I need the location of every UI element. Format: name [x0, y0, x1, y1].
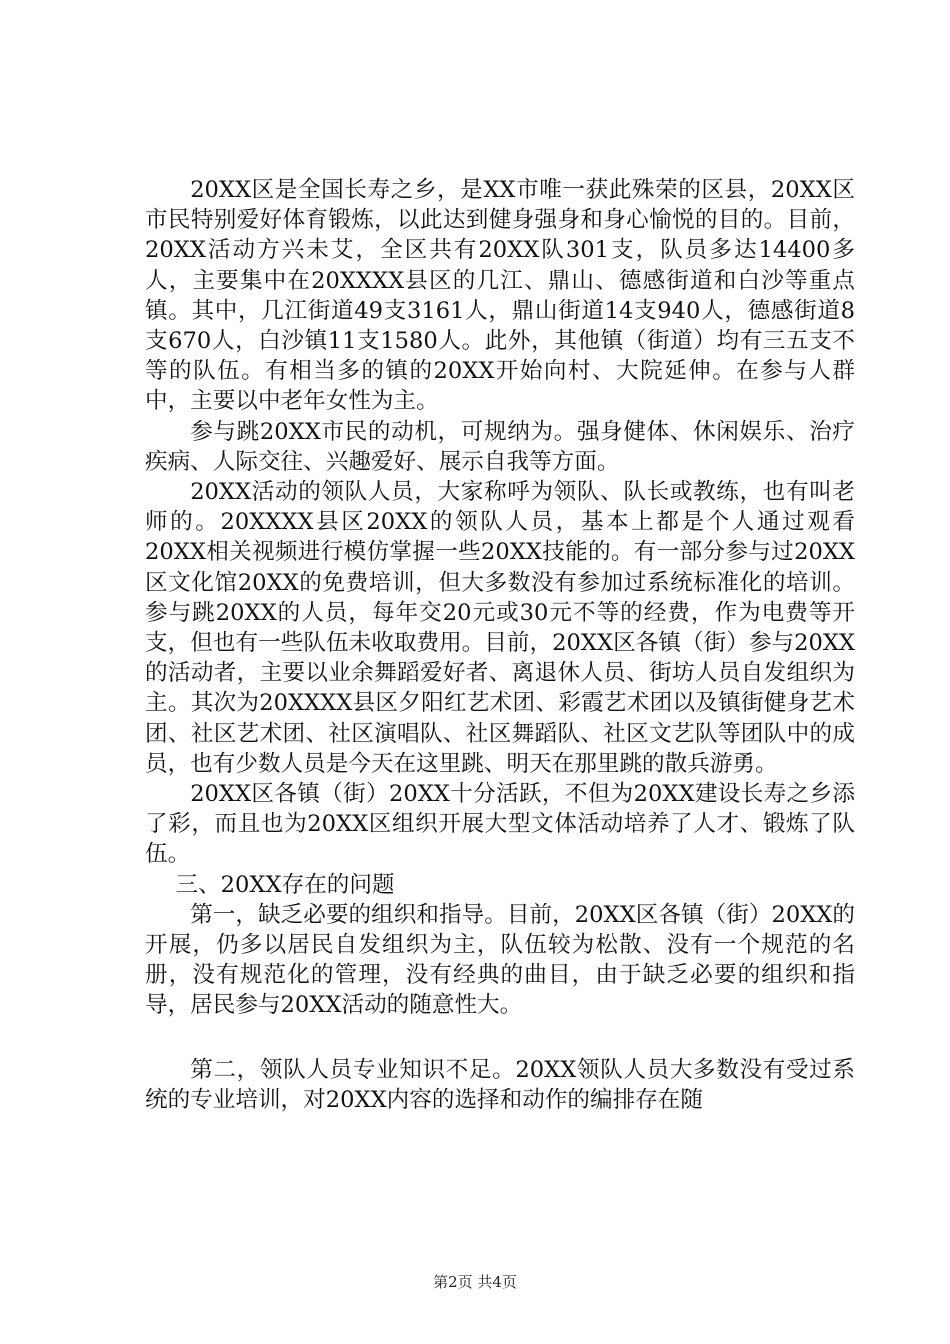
paragraph-problem-2: 第二，领队人员专业知识不足。20XX领队人员大多数没有受过系统的专业培训，对20XX内容的选择和动作的编排存在随: [145, 1056, 855, 1113]
document-body: [145, 175, 855, 1115]
page-number-footer: 第2页 共4页: [433, 1273, 517, 1291]
paragraph-motivation: 参与跳20XX市民的动机，可规纳为。强身健体、休闲娱乐、治疗疾病、人际交往、兴趣爱好、展示自我等方面。: [145, 418, 855, 475]
paragraph-spacer: [145, 1021, 855, 1055]
section-heading: 三、20XX存在的问题: [175, 871, 395, 898]
paragraph-team-leaders: 20XX活动的领队人员，大家称呼为领队、队长或教练，也有叫老师的。20XXXX县区20XX的领队人员，基本上都是个人通过观看20XX相关视频进行模仿掌握一些20XX技能的。有一部分参与过20XX区文化馆20XX的免费培训，但大多数没有参加过系统标准化的培训。参与跳20XX的人员，每年交20元或30元不等的经费，作为电费等开支，但也有一些队伍未收取费用。目前，20XX区各镇（街）参与20XX的活动者，主要以业余舞蹈爱好者、离退休人员、街坊人员自发组织为主。其次为20XXXX县区夕阳红艺术团、彩霞艺术团以及镇街健身艺术团、社区艺术团、社区演唱队、社区舞蹈队、社区文艺队等团队中的成员，也有少数人员是今天在这里跳、明天在那里跳的散兵游勇。: [145, 479, 855, 777]
paragraph-overview: 20XX区是全国长寿之乡，是XX市唯一获此殊荣的区县，20XX区市民特别爱好体育锻炼，以此达到健身强身和身心愉悦的目的。目前，20XX活动方兴未艾，全区共有20XX队301支，队员多达14400多人，主要集中在20XXXX县区的几江、鼎山、德感街道和白沙等重点镇。其中，几江街道49支3161人，鼎山街道14支940人，德感街道8支670人，白沙镇11支1580人。此外，其他镇（街道）均有三五支不等的队伍。有相当多的镇的20XX开始向村、大院延伸。在参与人群中，主要以中老年女性为主。: [145, 177, 855, 415]
paragraph-problem-1: 第一，缺乏必要的组织和指导。目前，20XX区各镇（街）20XX的开展，仍多以居民自发组织为主，队伍较为松散、没有一个规范的名册，没有规范化的管理，没有经典的曲目，由于缺乏必要的组织和指导，居民参与20XX活动的随意性大。: [145, 901, 855, 1019]
paragraph-summary: 20XX区各镇（街）20XX十分活跃，不但为20XX建设长寿之乡添了彩，而且也为20XX区组织开展大型文体活动培养了人才、锻炼了队伍。: [145, 781, 855, 868]
